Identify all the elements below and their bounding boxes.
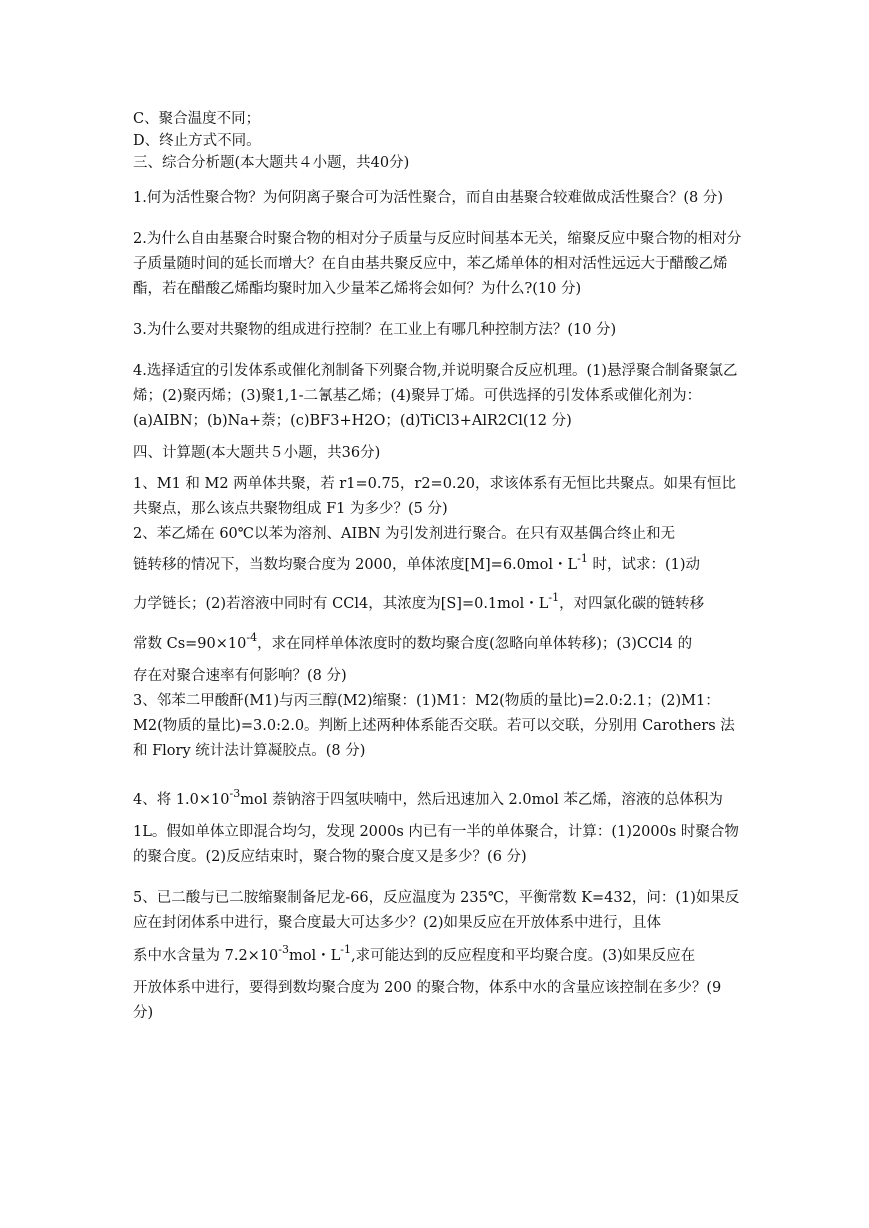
s4-question-4: 4、将 $1.0\times 10^{-3}mol$ 萘钠溶于四氢呋喃中，然后迅速加入 2.0mol 苯乙烯，溶液的总体积为 1L。假如单体立即混合均匀，发现 2000s 内已有一半的单体聚合，计算：(1)2000s 时聚合物的聚合度。(2)反应结束时，聚合物的聚合度又是多少？(6 分) [133,787,739,865]
s4-question-3: 3、邻苯二甲酸酐(M1)与丙三醇(M2)缩聚：(1)M1：M2(物质的量比)=2.0:2.1；(2)M1：M2(物质的量比)=3.0:2.0。判断上述两种体系能否交联。若可以交联，分别用 Carothers 法和 Flory 统计法计算凝胶点。(8 分) [133,693,735,759]
s3-question-2: 2.为什么自由基聚合时聚合物的相对分子质量与反应时间基本无关，缩聚反应中聚合物的相对分子质量随时间的延长而增大？在自由基共聚反应中，苯乙烯单体的相对活性远远大于醋酸乙烯酯，若在醋酸乙烯酯均聚时加入少量苯乙烯将会如何？为什么?(10 分) [133,231,742,297]
option-c: C、聚合温度不同； [133,111,261,127]
s3-question-4: 4.选择适宜的引发体系或催化剂制备下列聚合物,并说明聚合反应机理。(1)悬浮聚合制备聚氯乙烯；(2)聚丙烯；(3)聚1,1-二氰基乙烯；(4)聚异丁烯。可供选择的引发体系或催化剂为：(a)AIBN；(b)Na+萘；(c)BF3+H2O；(d)TiCl3+AlR2Cl(12 分) [133,363,738,429]
section-4-heading: 四、计算题(本大题共５小题，共36分) [133,445,381,461]
s3-question-1: 1.何为活性聚合物？为何阴离子聚合可为活性聚合，而自由基聚合较难做成活性聚合？(8 分) [133,190,723,206]
s4-question-2: 2、苯乙烯在 60℃以苯为溶剂、AIBN 为引发剂进行聚合。在只有双基偶合终止和无 链转移的情况下，当数均聚合度为 2000，单体浓度[M]=6.0mol・$L^{-1}$ 时，试求：(1)动 力学链长；(2)若溶液中同时有 CCl4，其浓度为[S]=0.1mol・$L^{-1}$，对四氯化碳的链转移 常数 $Cs=90\times 10^{-4}$，求在同样单体浓度时的数均聚合度(忽略向单体转移)；(3)CCl4 的 存在对聚合速率有何影响？(8 分) [133,526,705,684]
s4-question-1: 1、M1 和 M2 两单体共聚，若 r1=0.75，r2=0.20，求该体系有无恒比共聚点。如果有恒比共聚点，那么该点共聚物组成 F1 为多少？(5 分) [133,476,736,517]
page-content [133,108,745,1026]
section-3-heading: 三、综合分析题(本大题共４小题，共40分) [133,155,410,171]
s3-question-3: 3.为什么要对共聚物的组成进行控制？在工业上有哪几种控制方法？(10 分) [133,322,617,338]
s4-question-5: 5、已二酸与已二胺缩聚制备尼龙-66，反应温度为 235℃，平衡常数 K=432，问：(1)如果反应在封闭体系中进行，聚合度最大可达多少？(2)如果反应在开放体系中进行，且体 系中水含量为 $7.2\times 10^{-3}mol$・$L^{-1}$,求可能达到的反应程度和平均聚合度。(3)如果反应在 开放体系中进行，要得到数均聚合度为 200 的聚合物，体系中水的含量应该控制在多少？(9 分) [133,890,740,1021]
option-d: D、终止方式不同。 [133,133,261,149]
